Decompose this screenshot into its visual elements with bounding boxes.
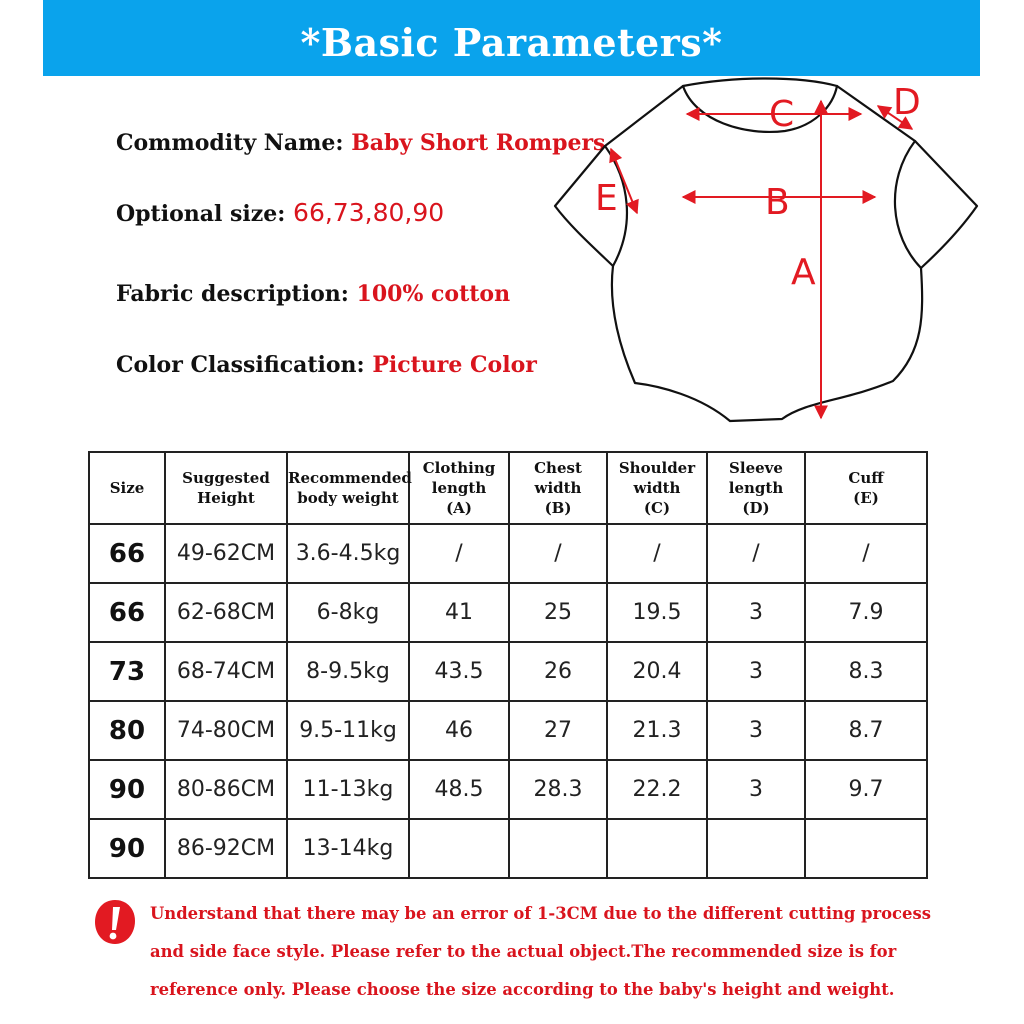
table-cell [607,819,707,878]
table-cell: 48.5 [409,760,509,819]
label-e: E [595,178,618,219]
column-header-line: Chest [534,459,582,477]
table-cell: 6-8kg [287,583,409,642]
table-cell: 49-62CM [165,524,287,583]
column-header-line: (D) [742,499,770,517]
column-header-line: Height [197,489,255,507]
column-header [509,452,607,524]
label-d: D [893,82,921,123]
spec-label: Color Classification: [116,352,365,378]
table-cell: 3 [707,701,805,760]
label-a: A [791,252,816,293]
table-header-row [89,452,927,524]
table-cell: 26 [509,642,607,701]
table-cell: 28.3 [509,760,607,819]
size-chart-table [88,451,928,879]
table-cell [409,819,509,878]
table-cell: 11-13kg [287,760,409,819]
table-cell: 41 [409,583,509,642]
romper-outline [555,79,977,422]
label-b: B [765,182,790,223]
table-row [89,583,927,642]
table-cell: 21.3 [607,701,707,760]
table-cell: 13-14kg [287,819,409,878]
page-title: *Basic Parameters* [300,20,723,65]
label-c: C [769,94,795,135]
table-cell: 74-80CM [165,701,287,760]
table-cell: 3 [707,760,805,819]
table-cell: 19.5 [607,583,707,642]
table-cell: 25 [509,583,607,642]
disclaimer-note: Understand that there may be an error of 1-3CM due to the different cutting process and side face style. Please refer to the actual object.The recommended size is for reference only. Please choose the size according to the baby's height and weight. [150,904,931,999]
romper-measurement-diagram [545,76,985,436]
table-cell: / [409,524,509,583]
column-header-line: length [431,479,487,497]
spec-label: Commodity Name: [116,130,344,156]
table-body [89,524,927,878]
column-header-line: (C) [643,499,671,517]
table-cell: 9.7 [805,760,927,819]
column-header [165,452,287,524]
table-cell: 7.9 [805,583,927,642]
size-cell: 66 [89,524,165,583]
column-header-line: Size [109,479,145,497]
column-header [409,452,509,524]
table-cell: / [509,524,607,583]
table-cell: 8.7 [805,701,927,760]
table-cell: 8.3 [805,642,927,701]
table-row [89,524,927,583]
column-header-line: width [534,479,582,497]
column-header-line: length [728,479,784,497]
table-cell: 86-92CM [165,819,287,878]
romper-body-outline [555,79,977,422]
column-header-line: body weight [297,489,399,507]
table-row [89,819,927,878]
table-cell: / [805,524,927,583]
spec-value: 100% cotton [356,281,511,307]
column-header-line: (B) [544,499,572,517]
size-cell: 90 [89,760,165,819]
column-header-line: (E) [853,489,879,507]
table-cell: 3.6-4.5kg [287,524,409,583]
header-banner [43,0,980,76]
column-header-line: Clothing [422,459,496,477]
spec-commodity-name [116,130,605,156]
measurement-arrows [611,101,912,418]
table-cell: 27 [509,701,607,760]
table-cell: 80-86CM [165,760,287,819]
column-header [805,452,927,524]
table-cell: 22.2 [607,760,707,819]
column-header-line: width [633,479,681,497]
exclamation-icon [93,898,137,946]
column-header-line: Sleeve [729,459,783,477]
spec-value: 66,73,80,90 [293,198,445,227]
table-cell: 43.5 [409,642,509,701]
table-cell: 62-68CM [165,583,287,642]
table-cell: 3 [707,583,805,642]
table-cell [509,819,607,878]
table-row [89,760,927,819]
column-header-line: Suggested [182,469,270,487]
spec-value: Picture Color [372,352,537,378]
size-cell: 66 [89,583,165,642]
table-cell [707,819,805,878]
column-header [607,452,707,524]
column-header [89,452,165,524]
spec-label: Fabric description: [116,281,349,307]
size-cell: 80 [89,701,165,760]
neckline [683,86,837,132]
size-cell: 73 [89,642,165,701]
column-header [287,452,412,524]
column-header-line: Recommended [288,469,412,487]
table-cell: 68-74CM [165,642,287,701]
spec-fabric [116,281,510,307]
column-header-line: Cuff [848,469,884,487]
spec-label: Optional size: [116,201,286,227]
right-armhole [895,141,921,268]
table-cell: 3 [707,642,805,701]
size-cell: 90 [89,819,165,878]
spec-color [116,352,537,378]
table-cell: 20.4 [607,642,707,701]
table-cell: 8-9.5kg [287,642,409,701]
column-header-line: Shoulder [618,459,696,477]
table-row [89,701,927,760]
spec-optional-size [116,198,444,227]
column-header-line: (A) [446,499,472,517]
table-cell: 46 [409,701,509,760]
table-row [89,642,927,701]
table-cell: / [707,524,805,583]
column-header [707,452,805,524]
spec-value: Baby Short Rompers [351,130,606,156]
table-cell: 9.5-11kg [287,701,409,760]
table-cell [805,819,927,878]
table-cell: / [607,524,707,583]
